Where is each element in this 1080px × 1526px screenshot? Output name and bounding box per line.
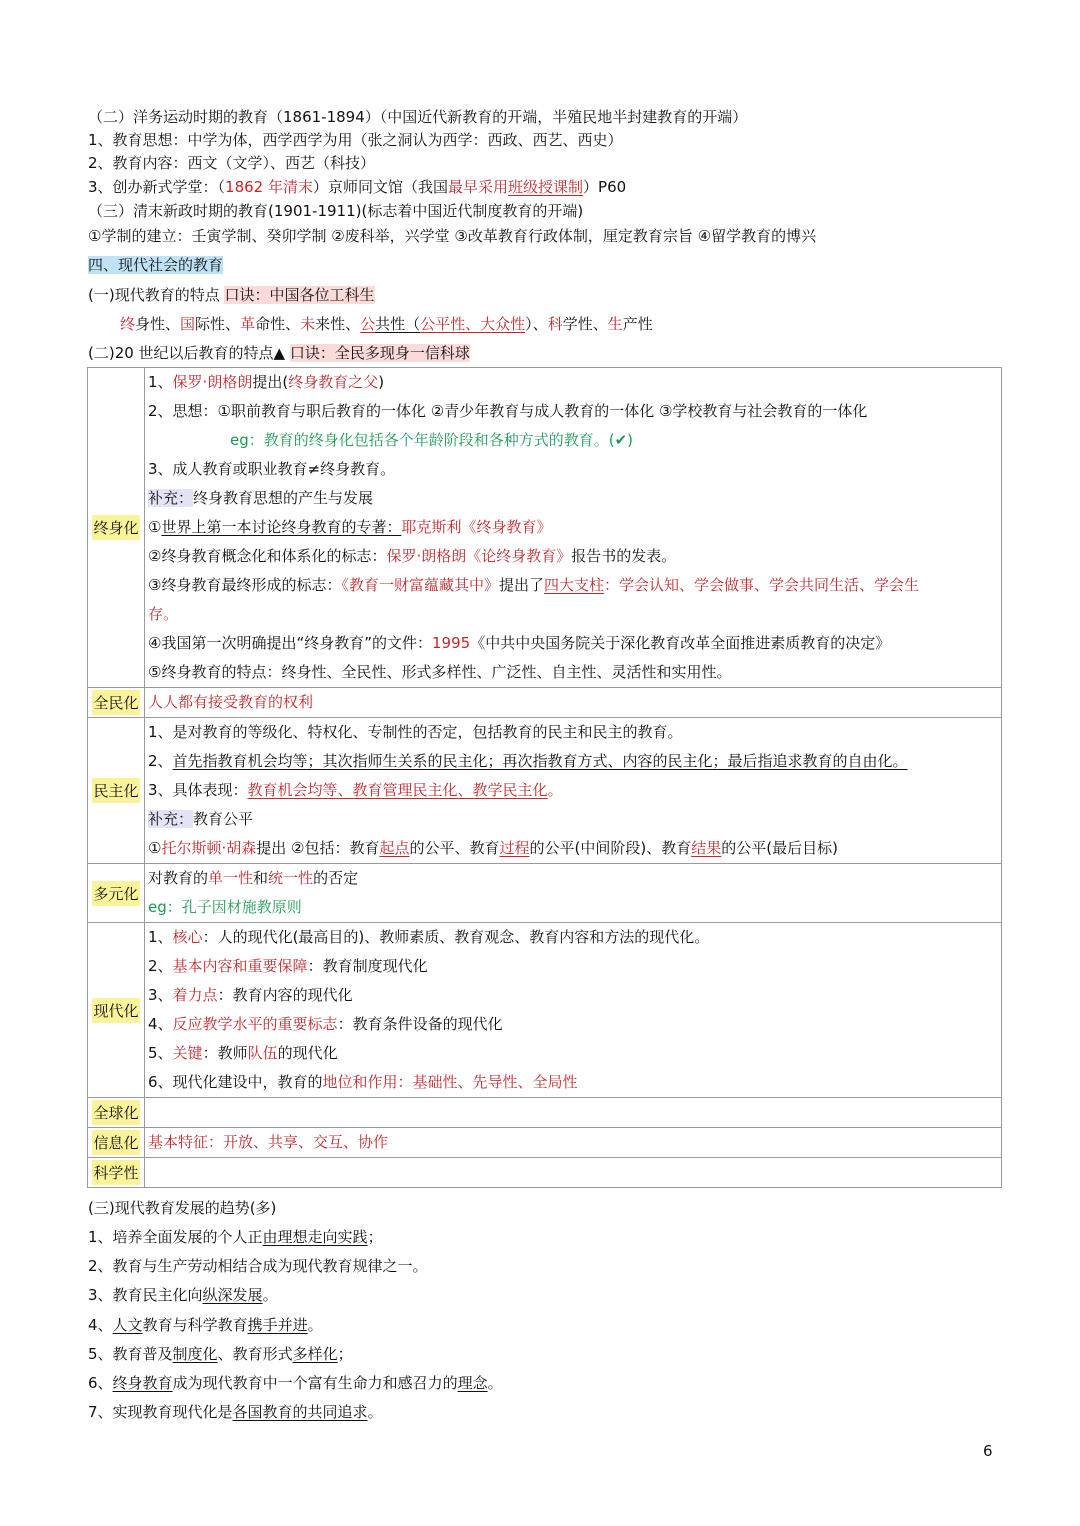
trend-item (88, 1284, 278, 1306)
text-part: 3、具体表现： (148, 781, 248, 799)
text-red: 反应教学水平的重要标志 (172, 1015, 338, 1033)
row-content-cell (145, 923, 1002, 1098)
trait-text: ）、 (525, 315, 548, 333)
text-part: 6、 (88, 1374, 113, 1392)
trend-item (88, 1343, 353, 1365)
text-part: 《中共中央国务院关于深化教育改革全面推进素质教育的决定》 (470, 634, 891, 652)
list-item (145, 805, 1001, 834)
text-part: 的公平(最后目标) (721, 839, 838, 857)
subheading-modern-features (88, 284, 375, 306)
text-part: 的否定 (313, 869, 359, 887)
text-red: 《教育一财富蕴藏其中》 (341, 576, 499, 594)
text-part: 4、 (148, 1015, 173, 1033)
text-part: 成为现代教育中一个富有生命力和感召力的 (172, 1374, 458, 1392)
list-item (145, 571, 1001, 600)
empty-row (145, 1158, 1001, 1187)
row-label-cell (88, 368, 145, 688)
text-red-underline: 教育机会均等、教育管理民主化、教学民主化 (247, 781, 548, 799)
text-part: 3、创办新式学堂：（ (88, 178, 226, 196)
text-underline: 人文 (112, 1316, 143, 1334)
row-label-cell (88, 864, 145, 923)
text-red: 保罗·朗格朗 (172, 373, 253, 391)
table-row-national (88, 688, 1002, 718)
row-content-cell (145, 1158, 1002, 1188)
text-underline: 各国教育的共同追求 (232, 1403, 368, 1421)
text-part: ：人的现代化(最高目的)、教师素质、教育观念、教育内容和方法的现代化。 (202, 928, 710, 946)
text-part: 提出( (252, 373, 289, 391)
text-part: ③终身教育最终形成的标志： (148, 576, 342, 594)
trait-key: 公 (360, 315, 376, 333)
text-part: ； (367, 1228, 383, 1246)
text-late-qing-points: ①学制的建立：壬寅学制、癸卯学制 ②废科举，兴学堂 ③改革教育行政体制，厘定教育宗旨 ④留学教育的博兴 (88, 227, 817, 245)
row-label: 全球化 (92, 1100, 139, 1125)
list-item: ⑤终身教育的特点：终身性、全民性、形式多样性、广泛性、自主性、灵活性和实用性。 (148, 663, 732, 681)
text-part: 2、 (148, 752, 173, 770)
text-red: 队伍 (247, 1044, 278, 1062)
text-education-content: 2、教育内容：西文（文学）、西艺（科技） (88, 154, 376, 172)
trait-text: 际性、 (195, 315, 241, 333)
text-underline: 由理想走向实践 (262, 1228, 368, 1246)
trend-item (88, 1372, 503, 1394)
mnemonic: 口诀：中国各位工科生 (224, 286, 375, 304)
mnemonic: 口诀：全民多现身一信科球 (289, 344, 470, 362)
text-part: (二)20 世纪以后教育的特点▲ (88, 344, 290, 362)
text-red: 。 (547, 781, 563, 799)
text-part: ：教育制度现代化 (307, 957, 428, 975)
empty-row (145, 1098, 1001, 1127)
trait-key: 科 (547, 315, 563, 333)
text-part: ②终身教育概念化和体系化的标志： (148, 547, 387, 565)
text-part: 、教育形式 (217, 1345, 293, 1363)
list-item (145, 542, 1001, 571)
text-part: 3、教育民主化向 (88, 1286, 203, 1304)
text-red: ：学会认知、学会做事、学会共同生活、学会生 (604, 576, 920, 594)
text-part: 提出了 (498, 576, 544, 594)
text-part: ④我国第一次明确提出“终身教育”的文件： (148, 634, 432, 652)
trend-item (88, 1401, 383, 1423)
list-item: 基本特征：开放、共享、交互、协作 (148, 1133, 389, 1151)
text-part: ：教育条件设备的现代化 (337, 1015, 503, 1033)
text-part: 。 (307, 1316, 323, 1334)
text-red-underline: 结果 (691, 839, 722, 857)
page-number: 6 (983, 1442, 993, 1460)
heading-late-qing-education: （三）清末新政时期的教育(1901-1911)(标志着中国近代制度教育的开端) (88, 202, 584, 220)
text-red: 着力点 (172, 986, 218, 1004)
text-part: 2、 (148, 957, 173, 975)
trait-text: 学性、 (562, 315, 608, 333)
text-education-thought: 1、教育思想：中学为体，西学西学为用（张之洞认为西学：西政、西艺、西史） (88, 131, 623, 149)
text-part: ) (378, 373, 385, 391)
text-red: 保罗·朗格朗《论终身教育》 (386, 547, 572, 565)
row-label-cell (88, 688, 145, 718)
trait-key: 国 (180, 315, 196, 333)
trait-detail: 公平性、大众性 (420, 315, 526, 333)
table-row-info (88, 1128, 1002, 1158)
list-item: 2、思想：①职前教育与职后教育的一体化 ②青少年教育与成人教育的一体化 ③学校教育与社会教育的一体化 (148, 402, 868, 420)
trait-text: 命性、 (255, 315, 301, 333)
row-label-cell (88, 1128, 145, 1158)
row-content-cell (145, 718, 1002, 864)
list-item (145, 368, 1001, 397)
trait-key: 生 (607, 315, 623, 333)
text-underline: 世界上第一本讨论终身教育的专著： (161, 518, 402, 536)
row-content-cell (145, 1098, 1002, 1128)
text-part: ）京师同文馆（我国 (313, 178, 449, 196)
table-row-science (88, 1158, 1002, 1188)
text-part: 5、 (148, 1044, 173, 1062)
table-row-diverse (88, 864, 1002, 923)
text-underline: 纵深发展 (202, 1286, 263, 1304)
list-item (145, 747, 1001, 776)
text-red: 最早采用 (448, 178, 509, 196)
text-red: 1862 年清末 (225, 178, 313, 196)
row-label: 信息化 (92, 1130, 139, 1155)
text-part: 提出 ②包括：教育 (256, 839, 380, 857)
text-part: 的公平、教育 (409, 839, 500, 857)
row-content-cell (145, 688, 1002, 718)
trait-text: 产性 (622, 315, 653, 333)
row-content-cell (145, 1128, 1002, 1158)
trend-item: 2、教育与生产劳动相结合成为现代教育规律之一。 (88, 1257, 428, 1275)
text-part: ：教师 (202, 1044, 248, 1062)
text-part: 教育与科学教育 (142, 1316, 248, 1334)
list-item (145, 484, 1001, 513)
text-red-underline: 起点 (379, 839, 410, 857)
text-underline: 制度化 (172, 1345, 218, 1363)
text-red: 地位和作用：基础性、先导性、全局性 (322, 1073, 578, 1091)
list-item (145, 952, 1001, 981)
text-part: 6、现代化建设中，教育的 (148, 1073, 323, 1091)
text-feature-list (120, 313, 653, 335)
text-part: ）P60 (583, 178, 627, 196)
trait-key: 终 (120, 315, 136, 333)
example-text: eg：教育的终身化包括各个年龄阶段和各种方式的教育。(✔) (230, 431, 634, 449)
text-part: 。 (367, 1403, 383, 1421)
trait-text: 来性、 (315, 315, 361, 333)
text-red-underline: 过程 (499, 839, 530, 857)
text-part: 4、 (88, 1316, 113, 1334)
list-item (145, 864, 1001, 893)
trait-text: 共性（ (375, 315, 421, 333)
list-item (145, 981, 1001, 1010)
table-row-global (88, 1098, 1002, 1128)
text-part: 教育公平 (193, 810, 254, 828)
features-table (87, 367, 1002, 1188)
text-part: 5、教育普及 (88, 1345, 173, 1363)
text-part: 7、实现教育现代化是 (88, 1403, 233, 1421)
text-part: (一)现代教育的特点 (88, 286, 225, 304)
text-part: 1、 (148, 928, 173, 946)
row-label: 全民化 (92, 690, 139, 715)
text-part: 终身教育思想的产生与发展 (193, 489, 374, 507)
row-label-cell (88, 923, 145, 1098)
list-item (145, 629, 1001, 658)
list-item (145, 1039, 1001, 1068)
text-red: 核心 (172, 928, 203, 946)
list-item: 3、成人教育或职业教育≠终身教育。 (148, 460, 396, 478)
list-item (145, 923, 1001, 952)
text-part: ① (148, 839, 162, 857)
text-red: 终身教育之父 (288, 373, 379, 391)
text-part: 3、 (148, 986, 173, 1004)
row-content-cell (145, 368, 1002, 688)
text-part: 1、 (148, 373, 173, 391)
trend-item (88, 1226, 383, 1248)
list-item (145, 513, 1001, 542)
row-label-cell (88, 1098, 145, 1128)
text-underline: 终身教育 (112, 1374, 173, 1392)
text-part: 1、培养全面发展的个人正 (88, 1228, 263, 1246)
list-item (145, 1068, 1001, 1097)
text-red: 1995 (432, 634, 471, 652)
text-red-underline: 班级授课制 (508, 178, 584, 196)
text-part: 的公平(中间阶段)、教育 (529, 839, 692, 857)
text-underline: 多样化 (292, 1345, 338, 1363)
text-red: 单一性 (208, 869, 254, 887)
text-red-underline: 四大支柱 (543, 576, 604, 594)
row-label: 多元化 (92, 881, 139, 906)
text-underline: 携手并进 (247, 1316, 308, 1334)
list-item (145, 834, 1001, 863)
list-item (145, 1010, 1001, 1039)
text-part: 对教育的 (148, 869, 209, 887)
trait-key: 革 (240, 315, 256, 333)
text-new-schools (88, 176, 626, 198)
text-part: 报告书的发表。 (571, 547, 677, 565)
text-part: ① (148, 518, 162, 536)
text-part: ； (337, 1345, 353, 1363)
table-row-modern (88, 923, 1002, 1098)
text-red: 托尔斯顿·胡森 (161, 839, 257, 857)
text-red: 统一性 (268, 869, 314, 887)
subheading-trends: (三)现代教育发展的趋势(多) (88, 1199, 277, 1217)
row-label: 现代化 (92, 998, 139, 1023)
text-part: ：教育内容的现代化 (217, 986, 353, 1004)
text-underline: 首先指教育机会均等；其次指师生关系的民主化；再次指教育方式、内容的民主化；最后指追求教育的自由化。 (172, 752, 908, 770)
subheading-20th-century-features (88, 342, 470, 364)
row-content-cell (145, 864, 1002, 923)
table-row-lifelong (88, 368, 1002, 688)
text-red: 关键 (172, 1044, 203, 1062)
row-label: 科学性 (92, 1160, 139, 1185)
section-title-text: 四、现代社会的教育 (88, 256, 224, 274)
text-part: 。 (487, 1374, 503, 1392)
text-part: 和 (253, 869, 269, 887)
list-item (145, 776, 1001, 805)
section-title-modern-education (88, 254, 223, 276)
text-part: 。 (262, 1286, 278, 1304)
list-item: 1、是对教育的等级化、特权化、专制性的否定，包括教育的民主和民主的教育。 (148, 723, 683, 741)
text-underline: 理念 (457, 1374, 488, 1392)
supplement-tag: 补充： (148, 810, 194, 828)
trait-key: 未 (300, 315, 316, 333)
heading-westernization-education: （二）洋务运动时期的教育（1861-1894）（中国近代新教育的开端，半殖民地半封建教育的开端） (88, 108, 748, 126)
row-label-cell (88, 718, 145, 864)
row-label-cell (88, 1158, 145, 1188)
trend-item (88, 1314, 323, 1336)
text-part: 的现代化 (277, 1044, 338, 1062)
trait-text: 身性、 (135, 315, 181, 333)
table-row-democratic (88, 718, 1002, 864)
row-label: 终身化 (92, 515, 139, 540)
supplement-tag: 补充： (148, 489, 194, 507)
text-red: 基本内容和重要保障 (172, 957, 308, 975)
list-item: 人人都有接受教育的权利 (148, 693, 314, 711)
text-red: 耶克斯利《终身教育》 (401, 518, 552, 536)
example-text: eg：孔子因材施教原则 (148, 898, 302, 916)
row-label: 民主化 (92, 778, 139, 803)
list-item: 存。 (148, 605, 179, 623)
